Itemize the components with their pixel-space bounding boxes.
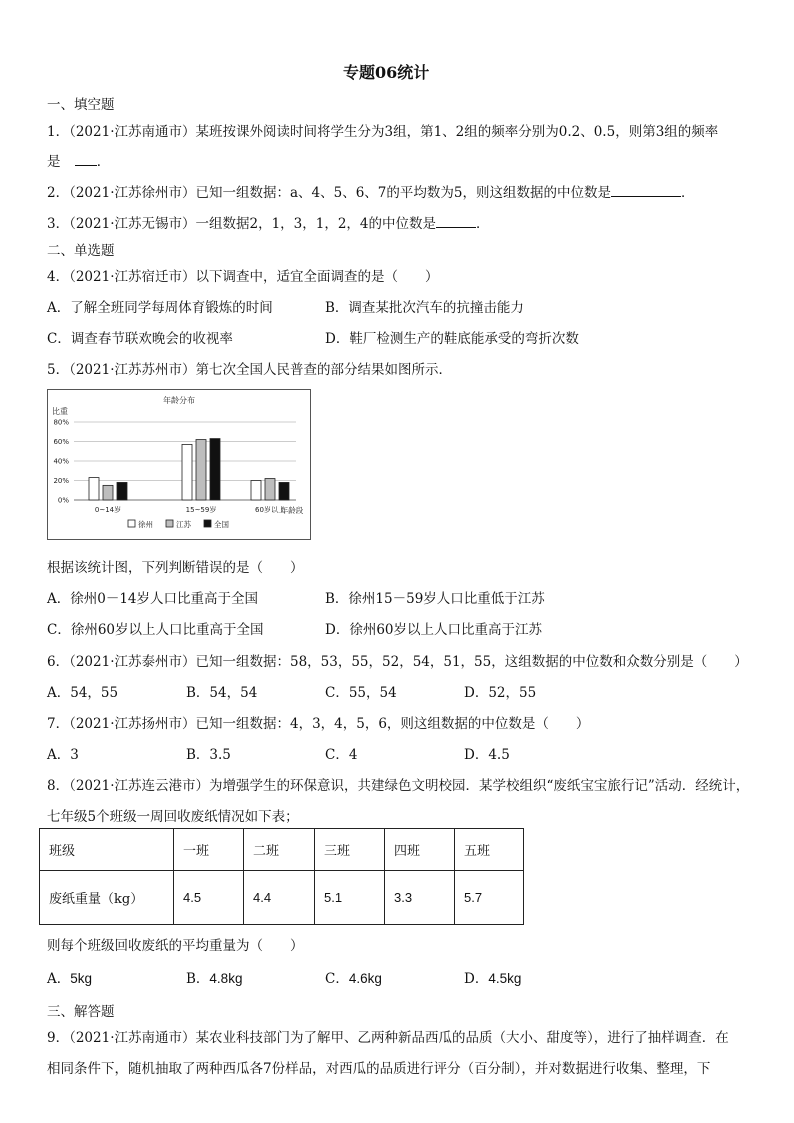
question-4-option-a[interactable]: A．了解全班同学每周体育锻炼的时间 (47, 300, 273, 316)
option-value: 4.5kg (488, 971, 522, 986)
chart-legend-label: 全国 (214, 520, 229, 529)
chart-y-tick-label: 40% (53, 457, 69, 466)
question-5-option-a[interactable]: A．徐州0－14岁人口比重高于全国 (47, 591, 259, 607)
chart-bar (251, 481, 261, 501)
option-label: C． (325, 971, 349, 987)
question-6-option-b[interactable]: B．54，54 (186, 685, 258, 701)
table-cell: 5.1 (315, 871, 385, 925)
table-header-cell: 一班 (174, 829, 244, 871)
question-1-cont-text: 是 (47, 154, 61, 170)
question-7-option-d[interactable]: D．4.5 (464, 747, 510, 763)
question-8-option-a[interactable] (47, 967, 92, 987)
question-2-text: 2．（2021·江苏徐州市）已知一组数据：a、4、5、6、7的平均数为5，则这组数据的中位数是 (47, 185, 611, 201)
chart-x-tick-label: 15~59岁 (185, 506, 217, 514)
chart-bar (117, 482, 127, 500)
question-4-option-b[interactable]: B．调查某批次汽车的抗撞击能力 (325, 300, 524, 316)
table-cell: 5.7 (455, 871, 524, 925)
option-value: 5kg (70, 971, 93, 986)
question-9-line2: 相同条件下，随机抽取了两种西瓜各7份样品，对西瓜的品质进行评分（百分制），并对数据进行收集、整理，下 (47, 1061, 711, 1077)
page-title: 专题06统计 (343, 63, 430, 82)
chart-y-axis-label: 比重 (52, 407, 68, 416)
chart-x-tick-label: 0~14岁 (94, 506, 122, 514)
question-6-option-a[interactable]: A．54，55 (47, 685, 119, 701)
question-2 (47, 181, 694, 201)
chart-legend-label: 徐州 (138, 520, 153, 529)
question-5-option-d[interactable]: D．徐州60岁以上人口比重高于江苏 (325, 622, 543, 638)
chart-legend-swatch (128, 520, 135, 527)
chart-bar (210, 439, 220, 500)
question-6-option-d[interactable]: D．52，55 (464, 685, 537, 701)
answer-blank[interactable] (436, 215, 476, 228)
question-8-after: 则每个班级回收废纸的平均重量为（ ） (47, 938, 304, 954)
section-heading-fill: 一、填空题 (47, 97, 115, 113)
question-1-end: ． (96, 154, 111, 170)
chart-bar (265, 479, 275, 500)
table-header-cell: 二班 (244, 829, 315, 871)
table-row (40, 871, 524, 925)
section-heading-answer: 三、解答题 (47, 1004, 115, 1020)
question-6-option-c[interactable]: C．55，54 (325, 685, 397, 701)
question-3 (47, 212, 490, 232)
table-cell: 3.3 (385, 871, 455, 925)
question-1-cont (47, 150, 110, 170)
table-header-cell: 班级 (40, 829, 174, 871)
question-5-option-c[interactable]: C．徐州60岁以上人口比重高于全国 (47, 622, 264, 638)
chart-title: 年龄分布 (163, 396, 195, 405)
question-7-text: 7．（2021·江苏扬州市）已知一组数据：4，3，4，5，6，则这组数据的中位数是（ ） (47, 716, 590, 732)
option-label: A． (47, 971, 71, 987)
waste-paper-table (39, 828, 524, 925)
question-4-option-c[interactable]: C．调查春节联欢晚会的收视率 (47, 331, 233, 347)
table-header-cell: 四班 (385, 829, 455, 871)
option-label: D． (464, 971, 489, 987)
answer-blank[interactable] (611, 184, 681, 197)
question-8-text2: 七年级5个班级一周回收废纸情况如下表； (47, 809, 299, 825)
age-distribution-chart (47, 389, 311, 540)
chart-svg (48, 390, 310, 539)
table-header-cell: 三班 (315, 829, 385, 871)
question-7-option-b[interactable]: B．3.5 (186, 747, 231, 763)
chart-x-tick-label: 60岁以上 (255, 506, 285, 514)
question-3-end: ． (476, 216, 490, 232)
question-4-text: 4．（2021·江苏宿迁市）以下调查中，适宜全面调查的是（ ） (47, 269, 439, 285)
table-cell: 4.5 (174, 871, 244, 925)
chart-bar (182, 444, 192, 500)
question-8-option-c[interactable] (325, 967, 382, 987)
option-value: 4.8kg (209, 971, 243, 986)
question-4-option-d[interactable]: D．鞋厂检测生产的鞋底能承受的弯折次数 (325, 331, 579, 347)
question-8-option-b[interactable] (186, 967, 242, 987)
question-5-text: 5．（2021·江苏苏州市）第七次全国人民普查的部分结果如图所示． (47, 362, 452, 378)
chart-bar (279, 482, 289, 500)
question-7-option-c[interactable]: C．4 (325, 747, 358, 763)
chart-bar (196, 440, 206, 500)
chart-y-tick-label: 60% (53, 438, 69, 446)
question-6-text: 6．（2021·江苏泰州市）已知一组数据：58，53，55，52，54，51，55，这组数据的中位数和众数分别是（ ） (47, 654, 748, 670)
question-5-after: 根据该统计图，下列判断错误的是（ ） (47, 560, 304, 576)
answer-blank[interactable] (75, 153, 97, 166)
chart-legend-label: 江苏 (176, 520, 191, 529)
question-8-text: 8．（2021·江苏连云港市）为增强学生的环保意识，共建绿色文明校园．某学校组织“废纸宝宝旅行记”活动．经统计， (47, 778, 750, 794)
option-label: B． (186, 971, 210, 987)
question-9-line1: 9．（2021·江苏南通市）某农业科技部门为了解甲、乙两种新品西瓜的品质（大小、甜度等），进行了抽样调查．在 (47, 1030, 729, 1046)
table-row-label: 废纸重量（kg） (40, 871, 174, 925)
chart-legend-swatch (166, 520, 173, 527)
question-8-option-d[interactable] (464, 967, 521, 987)
question-5-option-b[interactable]: B．徐州15－59岁人口比重低于江苏 (325, 591, 545, 607)
chart-x-axis-label: 年龄段 (280, 506, 304, 515)
table-cell: 4.4 (244, 871, 315, 925)
question-2-end: ． (680, 185, 695, 201)
chart-bar (103, 485, 113, 500)
question-1-text: 1．（2021·江苏南通市）某班按课外阅读时间将学生分为3组，第1、2组的频率分别为0.2、0.5，则第3组的频率 (47, 124, 719, 140)
chart-y-tick-label: 0% (57, 496, 69, 505)
table-header-row (40, 829, 524, 871)
question-3-text: 3．（2021·江苏无锡市）一组数据2，1，3，1，2，4的中位数是 (47, 216, 437, 232)
table-header-cell: 五班 (455, 829, 524, 871)
option-value: 4.6kg (348, 971, 382, 986)
chart-y-tick-label: 80% (53, 418, 69, 427)
chart-y-tick-label: 20% (53, 477, 69, 485)
section-heading-single: 二、单选题 (47, 243, 115, 259)
question-7-option-a[interactable]: A．3 (47, 747, 79, 763)
chart-bar (89, 478, 99, 500)
chart-legend-swatch (204, 520, 211, 527)
